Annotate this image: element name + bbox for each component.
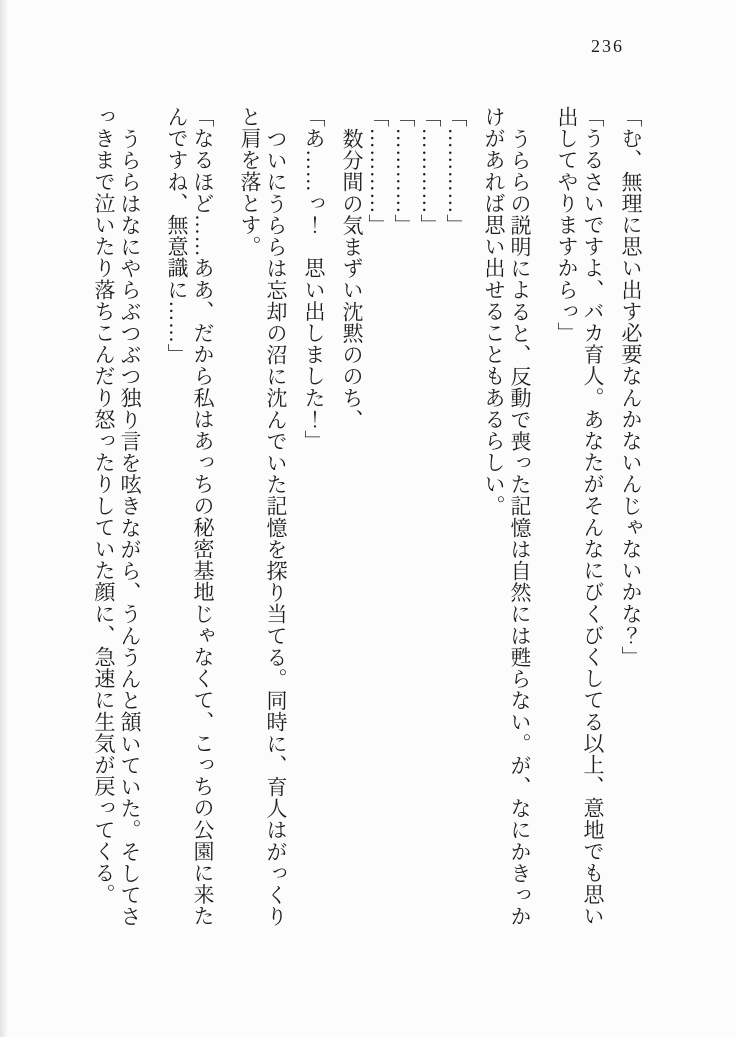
text-line: けがあれば思い出せることもあるらしい。 [482,106,506,517]
text-line: うららの説明によると、反動で喪った記憶は自然には甦らない。が、なにかきっか [508,128,532,928]
text-line: 出してやりますからっ」 [555,106,579,344]
text-line: 「む、無理に思い出す必要なんかないんじゃないかな？」 [619,106,643,668]
text-line: 「…………」 [366,106,390,236]
text-line: と肩を落とす。 [238,106,262,258]
text-line: うららはなにやらぶつぶつ独り言を呟きながら、うんうんと頷いていた。そしてさ [118,128,142,928]
text-line: 数分間の気まずい沈黙ののち、 [340,128,364,431]
scan-edge-shade [0,0,8,1037]
text-line: 「…………」 [392,106,416,236]
vertical-text-block [91,106,644,938]
text-line: っきまで泣いたり落ちこんだり怒ったりしていた顔に、急速に生気が戻ってくる。 [92,106,116,906]
text-line: 「なるほど……ああ、だから私はあっちの秘密基地じゃなくて、こっちの公園に来た [191,106,215,927]
text-line: んですね、無意識に……」 [165,106,189,366]
text-line: ついにうららは忘却の沼に沈んでいた記憶を探り当てる。同時に、育人はがっくり [264,128,288,928]
text-line: 「…………」 [444,106,468,236]
text-line: 「…………」 [418,106,442,236]
text-line: 「うるさいですよ、バカ育人。あなたがそんなにびくびくしてる以上、意地でも思い [581,106,605,927]
text-line: 「あ……っ！ 思い出しました！」 [302,106,326,452]
page-number: 236 [591,36,624,56]
